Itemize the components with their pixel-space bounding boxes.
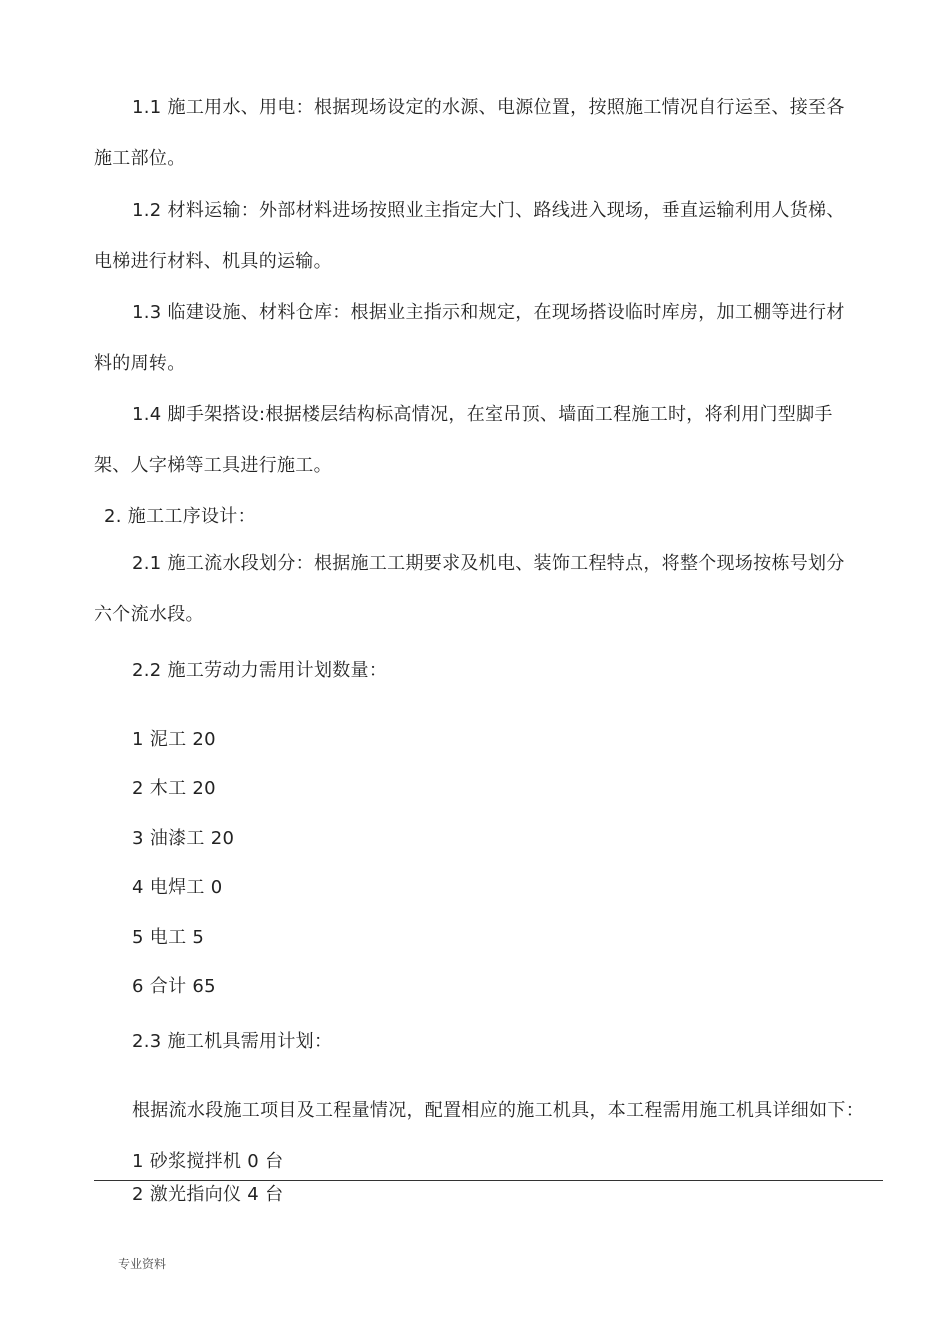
paragraph-1-4-line-2: 架、人字梯等工具进行施工。	[94, 455, 332, 476]
paragraph-1-3-line-2: 料的周转。	[94, 353, 186, 374]
labor-item: 2 木工 20	[132, 778, 216, 799]
page-divider	[94, 1180, 883, 1181]
labor-item: 1 泥工 20	[132, 729, 216, 750]
paragraph-2-2: 2.2 施工劳动力需用计划数量：	[132, 660, 388, 681]
paragraph-1-1-line-1: 1.1 施工用水、用电：根据现场设定的水源、电源位置，按照施工情况自行运至、接至各	[132, 97, 845, 118]
paragraph-1-1-line-2: 施工部位。	[94, 148, 186, 169]
paragraph-2-1-line-1: 2.1 施工流水段划分：根据施工工期要求及机电、装饰工程特点，将整个现场按栋号划分	[132, 553, 845, 574]
labor-item: 5 电工 5	[132, 927, 205, 948]
machinery-item: 1 砂浆搅拌机 0 台	[132, 1151, 284, 1172]
machinery-item: 2 激光指向仪 4 台	[132, 1184, 284, 1205]
paragraph-1-2-line-1: 1.2 材料运输：外部材料进场按照业主指定大门、路线进入现场，垂直运输利用人货梯、	[132, 200, 845, 221]
labor-item: 4 电焊工 0	[132, 877, 223, 898]
paragraph-1-4-line-1: 1.4 脚手架搭设:根据楼层结构标高情况，在室吊顶、墙面工程施工时，将利用门型脚手	[132, 404, 833, 425]
paragraph-2-3: 2.3 施工机具需用计划：	[132, 1031, 333, 1052]
paragraph-1-2-line-2: 电梯进行材料、机具的运输。	[94, 251, 332, 272]
paragraph-2-1-line-2: 六个流水段。	[94, 604, 204, 625]
labor-item: 3 油漆工 20	[132, 828, 235, 849]
section-2-heading: 2. 施工工序设计：	[104, 506, 256, 527]
labor-total: 6 合计 65	[132, 976, 216, 997]
paragraph-1-3-line-1: 1.3 临建设施、材料仓库：根据业主指示和规定，在现场搭设临时库房，加工棚等进行材	[132, 302, 845, 323]
page-footer: 专业资料	[118, 1257, 167, 1271]
machinery-intro: 根据流水段施工项目及工程量情况，配置相应的施工机具，本工程需用施工机具详细如下：	[132, 1100, 864, 1121]
